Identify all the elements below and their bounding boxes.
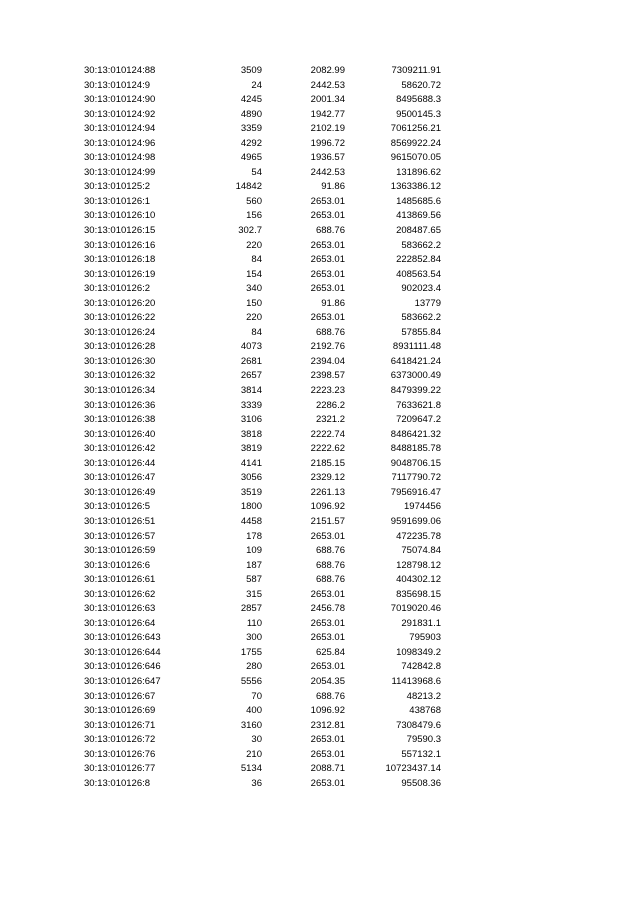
unit-value-cell: 2653.01 — [310, 588, 345, 600]
area-cell: 220 — [246, 239, 262, 251]
cadastral-number-cell: 30:13:010126:69 — [84, 705, 156, 717]
table-row — [84, 122, 444, 137]
total-value-cell: 7117790.72 — [391, 472, 441, 484]
unit-value-cell: 2222.62 — [310, 443, 345, 455]
cadastral-number-cell: 30:13:010126:2 — [84, 283, 151, 295]
unit-value-cell: 2261.13 — [310, 486, 345, 498]
total-value-cell: 583662.2 — [401, 312, 441, 324]
unit-value-cell: 2653.01 — [310, 283, 345, 295]
table-row — [84, 166, 444, 181]
area-cell: 110 — [246, 617, 262, 629]
cadastral-number-cell: 30:13:010126:63 — [84, 603, 156, 615]
unit-value-cell: 2312.81 — [310, 719, 345, 731]
unit-value-cell: 2653.01 — [310, 268, 345, 280]
total-value-cell: 48213.2 — [406, 690, 441, 702]
area-cell: 280 — [246, 661, 262, 673]
table-row — [84, 209, 444, 224]
table-row — [84, 617, 444, 632]
table-row — [84, 646, 444, 661]
unit-value-cell: 2653.01 — [310, 530, 345, 542]
table-row — [84, 79, 444, 94]
cadastral-number-cell: 30:13:010126:22 — [84, 312, 156, 324]
unit-value-cell: 2394.04 — [310, 355, 345, 367]
unit-value-cell: 2653.01 — [310, 748, 345, 760]
table-row — [84, 457, 444, 472]
unit-value-cell: 2442.53 — [310, 79, 345, 91]
cadastral-number-cell: 30:13:010126:59 — [84, 545, 156, 557]
unit-value-cell: 2442.53 — [310, 166, 345, 178]
cadastral-number-cell: 30:13:010125:2 — [84, 181, 151, 193]
unit-value-cell: 2653.01 — [310, 195, 345, 207]
table-row — [84, 442, 444, 457]
total-value-cell: 408563.54 — [396, 268, 441, 280]
total-value-cell: 8495688.3 — [396, 94, 441, 106]
cadastral-number-cell: 30:13:010126:71 — [84, 719, 156, 731]
total-value-cell: 7061256.21 — [390, 123, 441, 135]
area-cell: 1800 — [240, 501, 262, 513]
table-row — [84, 224, 444, 239]
table-row — [84, 748, 444, 763]
cadastral-number-cell: 30:13:010126:19 — [84, 268, 156, 280]
area-cell: 2657 — [240, 370, 262, 382]
total-value-cell: 7209647.2 — [396, 414, 441, 426]
table-row — [84, 733, 444, 748]
cadastral-number-cell: 30:13:010126:24 — [84, 326, 156, 338]
unit-value-cell: 91.86 — [321, 297, 345, 309]
area-cell: 300 — [246, 632, 262, 644]
area-cell: 3519 — [240, 486, 262, 498]
table-row — [84, 573, 444, 588]
unit-value-cell: 2223.23 — [310, 385, 345, 397]
total-value-cell: 11413968.6 — [391, 675, 441, 687]
area-cell: 14842 — [235, 181, 262, 193]
area-cell: 5556 — [240, 675, 262, 687]
cadastral-number-cell: 30:13:010126:47 — [84, 472, 156, 484]
total-value-cell: 835698.15 — [396, 588, 441, 600]
total-value-cell: 902023.4 — [401, 283, 441, 295]
total-value-cell: 795903 — [409, 632, 441, 644]
area-cell: 84 — [251, 326, 262, 338]
unit-value-cell: 2456.78 — [310, 603, 345, 615]
area-cell: 3819 — [240, 443, 262, 455]
unit-value-cell: 625.84 — [315, 646, 345, 658]
table-row — [84, 631, 444, 646]
unit-value-cell: 1096.92 — [310, 501, 345, 513]
unit-value-cell: 2653.01 — [310, 777, 345, 789]
total-value-cell: 557132.1 — [401, 748, 441, 760]
table-row — [84, 64, 444, 79]
total-value-cell: 1974456 — [404, 501, 441, 513]
total-value-cell: 7019020.46 — [390, 603, 441, 615]
cadastral-number-cell: 30:13:010126:28 — [84, 341, 156, 353]
cadastral-number-cell: 30:13:010126:643 — [84, 632, 161, 644]
unit-value-cell: 688.76 — [315, 559, 345, 571]
total-value-cell: 8479399.22 — [390, 385, 441, 397]
cadastral-number-cell: 30:13:010124:88 — [84, 65, 156, 76]
area-cell: 4292 — [240, 137, 262, 149]
area-cell: 210 — [246, 748, 262, 760]
table-row — [84, 239, 444, 254]
cadastral-number-cell: 30:13:010126:32 — [84, 370, 156, 382]
cadastral-number-cell: 30:13:010126:647 — [84, 675, 161, 687]
area-cell: 4965 — [240, 152, 262, 164]
cadastral-number-cell: 30:13:010126:15 — [84, 225, 156, 237]
table-row — [84, 413, 444, 428]
total-value-cell: 404302.12 — [396, 574, 441, 586]
cadastral-number-cell: 30:13:010126:38 — [84, 414, 156, 426]
total-value-cell: 1485685.6 — [396, 195, 441, 207]
area-cell: 156 — [246, 210, 262, 222]
area-cell: 1755 — [240, 646, 262, 658]
table-row — [84, 282, 444, 297]
area-cell: 400 — [246, 705, 262, 717]
table-row — [84, 151, 444, 166]
cadastral-number-cell: 30:13:010126:62 — [84, 588, 156, 600]
area-cell: 315 — [246, 588, 262, 600]
table-row — [84, 268, 444, 283]
table-row — [84, 544, 444, 559]
total-value-cell: 9615070.05 — [390, 152, 441, 164]
cadastral-number-cell: 30:13:010126:72 — [84, 734, 156, 746]
area-cell: 30 — [251, 734, 262, 746]
total-value-cell: 13779 — [414, 297, 441, 309]
table-row — [84, 195, 444, 210]
table-row — [84, 180, 444, 195]
data-table — [84, 64, 444, 791]
unit-value-cell: 2102.19 — [310, 123, 345, 135]
table-row — [84, 719, 444, 734]
table-row — [84, 399, 444, 414]
total-value-cell: 413869.56 — [396, 210, 441, 222]
table-row — [84, 355, 444, 370]
area-cell: 4245 — [240, 94, 262, 106]
cadastral-number-cell: 30:13:010126:644 — [84, 646, 161, 658]
unit-value-cell: 2321.2 — [315, 414, 345, 426]
cadastral-number-cell: 30:13:010124:96 — [84, 137, 156, 149]
area-cell: 2857 — [240, 603, 262, 615]
area-cell: 5134 — [240, 763, 262, 775]
cadastral-number-cell: 30:13:010124:9 — [84, 79, 151, 91]
area-cell: 220 — [246, 312, 262, 324]
area-cell: 3160 — [240, 719, 262, 731]
total-value-cell: 10723437.14 — [385, 763, 441, 775]
table-row — [84, 311, 444, 326]
cadastral-number-cell: 30:13:010126:6 — [84, 559, 151, 571]
area-cell: 3818 — [240, 428, 262, 440]
unit-value-cell: 2185.15 — [310, 457, 345, 469]
table-row — [84, 297, 444, 312]
cadastral-number-cell: 30:13:010126:61 — [84, 574, 156, 586]
table-row — [84, 559, 444, 574]
total-value-cell: 6373000.49 — [390, 370, 441, 382]
area-cell: 3814 — [240, 385, 262, 397]
table-row — [84, 500, 444, 515]
total-value-cell: 7308479.6 — [396, 719, 441, 731]
total-value-cell: 8569922.24 — [390, 137, 441, 149]
cadastral-number-cell: 30:13:010126:18 — [84, 254, 156, 266]
unit-value-cell: 2653.01 — [310, 312, 345, 324]
area-cell: 560 — [246, 195, 262, 207]
unit-value-cell: 2054.35 — [310, 675, 345, 687]
cadastral-number-cell: 30:13:010126:51 — [84, 515, 156, 527]
area-cell: 187 — [246, 559, 262, 571]
cadastral-number-cell: 30:13:010124:99 — [84, 166, 156, 178]
table-row — [84, 777, 444, 792]
unit-value-cell: 2192.76 — [310, 341, 345, 353]
cadastral-number-cell: 30:13:010126:5 — [84, 501, 151, 513]
total-value-cell: 472235.78 — [396, 530, 441, 542]
cadastral-number-cell: 30:13:010126:40 — [84, 428, 156, 440]
table-row — [84, 384, 444, 399]
unit-value-cell: 91.86 — [321, 181, 345, 193]
unit-value-cell: 688.76 — [315, 690, 345, 702]
total-value-cell: 222852.84 — [396, 254, 441, 266]
area-cell: 3339 — [240, 399, 262, 411]
total-value-cell: 7956916.47 — [390, 486, 441, 498]
table-row — [84, 515, 444, 530]
area-cell: 109 — [246, 545, 262, 557]
total-value-cell: 9500145.3 — [396, 108, 441, 120]
total-value-cell: 9591699.06 — [390, 515, 441, 527]
table-row — [84, 660, 444, 675]
unit-value-cell: 2286.2 — [315, 399, 345, 411]
area-cell: 302.7 — [238, 225, 262, 237]
cadastral-number-cell: 30:13:010126:64 — [84, 617, 156, 629]
unit-value-cell: 688.76 — [315, 574, 345, 586]
total-value-cell: 6418421.24 — [390, 355, 441, 367]
unit-value-cell: 1096.92 — [310, 705, 345, 717]
total-value-cell: 1363386.12 — [390, 181, 441, 193]
total-value-cell: 128798.12 — [396, 559, 441, 571]
area-cell: 2681 — [240, 355, 262, 367]
cadastral-number-cell: 30:13:010126:42 — [84, 443, 156, 455]
unit-value-cell: 2653.01 — [310, 661, 345, 673]
table-row — [84, 471, 444, 486]
area-cell: 178 — [246, 530, 262, 542]
cadastral-number-cell: 30:13:010126:77 — [84, 763, 156, 775]
table-row — [84, 530, 444, 545]
table-row — [84, 690, 444, 705]
unit-value-cell: 2222.74 — [310, 428, 345, 440]
cadastral-number-cell: 30:13:010126:36 — [84, 399, 156, 411]
total-value-cell: 8931111.48 — [392, 341, 441, 353]
total-value-cell: 58620.72 — [401, 79, 441, 91]
area-cell: 4458 — [240, 515, 262, 527]
table-row — [84, 108, 444, 123]
cadastral-number-cell: 30:13:010126:34 — [84, 385, 156, 397]
total-value-cell: 7309211.91 — [391, 65, 441, 76]
area-cell: 3056 — [240, 472, 262, 484]
total-value-cell: 1098349.2 — [396, 646, 441, 658]
table-row — [84, 675, 444, 690]
area-cell: 150 — [246, 297, 262, 309]
total-value-cell: 208487.65 — [396, 225, 441, 237]
cadastral-number-cell: 30:13:010126:49 — [84, 486, 156, 498]
cadastral-number-cell: 30:13:010126:76 — [84, 748, 156, 760]
total-value-cell: 8488185.78 — [390, 443, 441, 455]
table-row — [84, 486, 444, 501]
cadastral-number-cell: 30:13:010126:10 — [84, 210, 156, 222]
total-value-cell: 75074.84 — [401, 545, 441, 557]
total-value-cell: 291831.1 — [401, 617, 441, 629]
area-cell: 54 — [251, 166, 262, 178]
unit-value-cell: 1936.57 — [310, 152, 345, 164]
area-cell: 3359 — [240, 123, 262, 135]
area-cell: 84 — [251, 254, 262, 266]
table-row — [84, 428, 444, 443]
table-row — [84, 253, 444, 268]
cadastral-number-cell: 30:13:010124:94 — [84, 123, 156, 135]
cadastral-number-cell: 30:13:010126:646 — [84, 661, 161, 673]
unit-value-cell: 2398.57 — [310, 370, 345, 382]
total-value-cell: 9048706.15 — [390, 457, 441, 469]
unit-value-cell: 2082.99 — [310, 65, 345, 76]
area-cell: 4141 — [240, 457, 262, 469]
cadastral-number-cell: 30:13:010126:16 — [84, 239, 156, 251]
total-value-cell: 131896.62 — [396, 166, 441, 178]
unit-value-cell: 2653.01 — [310, 734, 345, 746]
total-value-cell: 57855.84 — [401, 326, 441, 338]
unit-value-cell: 2088.71 — [310, 763, 345, 775]
area-cell: 587 — [246, 574, 262, 586]
cadastral-number-cell: 30:13:010124:90 — [84, 94, 156, 106]
table-row — [84, 588, 444, 603]
area-cell: 154 — [246, 268, 262, 280]
unit-value-cell: 2653.01 — [310, 239, 345, 251]
table-row — [84, 326, 444, 341]
cadastral-number-cell: 30:13:010126:1 — [84, 195, 151, 207]
area-cell: 70 — [251, 690, 262, 702]
total-value-cell: 742842.8 — [401, 661, 441, 673]
unit-value-cell: 1942.77 — [310, 108, 345, 120]
unit-value-cell: 688.76 — [315, 225, 345, 237]
table-row — [84, 762, 444, 777]
area-cell: 4890 — [240, 108, 262, 120]
cadastral-number-cell: 30:13:010126:57 — [84, 530, 156, 542]
table-row — [84, 93, 444, 108]
unit-value-cell: 2653.01 — [310, 617, 345, 629]
table-row — [84, 137, 444, 152]
table-row — [84, 602, 444, 617]
area-cell: 36 — [251, 777, 262, 789]
cadastral-number-cell: 30:13:010126:20 — [84, 297, 156, 309]
area-cell: 3509 — [240, 65, 262, 76]
area-cell: 24 — [251, 79, 262, 91]
unit-value-cell: 688.76 — [315, 326, 345, 338]
unit-value-cell: 2329.12 — [310, 472, 345, 484]
unit-value-cell: 2653.01 — [310, 210, 345, 222]
cadastral-number-cell: 30:13:010124:92 — [84, 108, 156, 120]
total-value-cell: 438768 — [409, 705, 441, 717]
area-cell: 340 — [246, 283, 262, 295]
cadastral-number-cell: 30:13:010126:8 — [84, 777, 151, 789]
total-value-cell: 7633621.8 — [396, 399, 441, 411]
cadastral-number-cell: 30:13:010124:98 — [84, 152, 156, 164]
table-row — [84, 340, 444, 355]
total-value-cell: 95508.36 — [401, 777, 441, 789]
unit-value-cell: 2001.34 — [310, 94, 345, 106]
total-value-cell: 8486421.32 — [390, 428, 441, 440]
area-cell: 4073 — [240, 341, 262, 353]
unit-value-cell: 688.76 — [315, 545, 345, 557]
total-value-cell: 583662.2 — [401, 239, 441, 251]
unit-value-cell: 2151.57 — [310, 515, 345, 527]
table-row — [84, 369, 444, 384]
unit-value-cell: 2653.01 — [310, 632, 345, 644]
cadastral-number-cell: 30:13:010126:30 — [84, 355, 156, 367]
total-value-cell: 79590.3 — [406, 734, 441, 746]
cadastral-number-cell: 30:13:010126:67 — [84, 690, 156, 702]
unit-value-cell: 2653.01 — [310, 254, 345, 266]
cadastral-number-cell: 30:13:010126:44 — [84, 457, 156, 469]
unit-value-cell: 1996.72 — [310, 137, 345, 149]
table-row — [84, 704, 444, 719]
area-cell: 3106 — [240, 414, 262, 426]
